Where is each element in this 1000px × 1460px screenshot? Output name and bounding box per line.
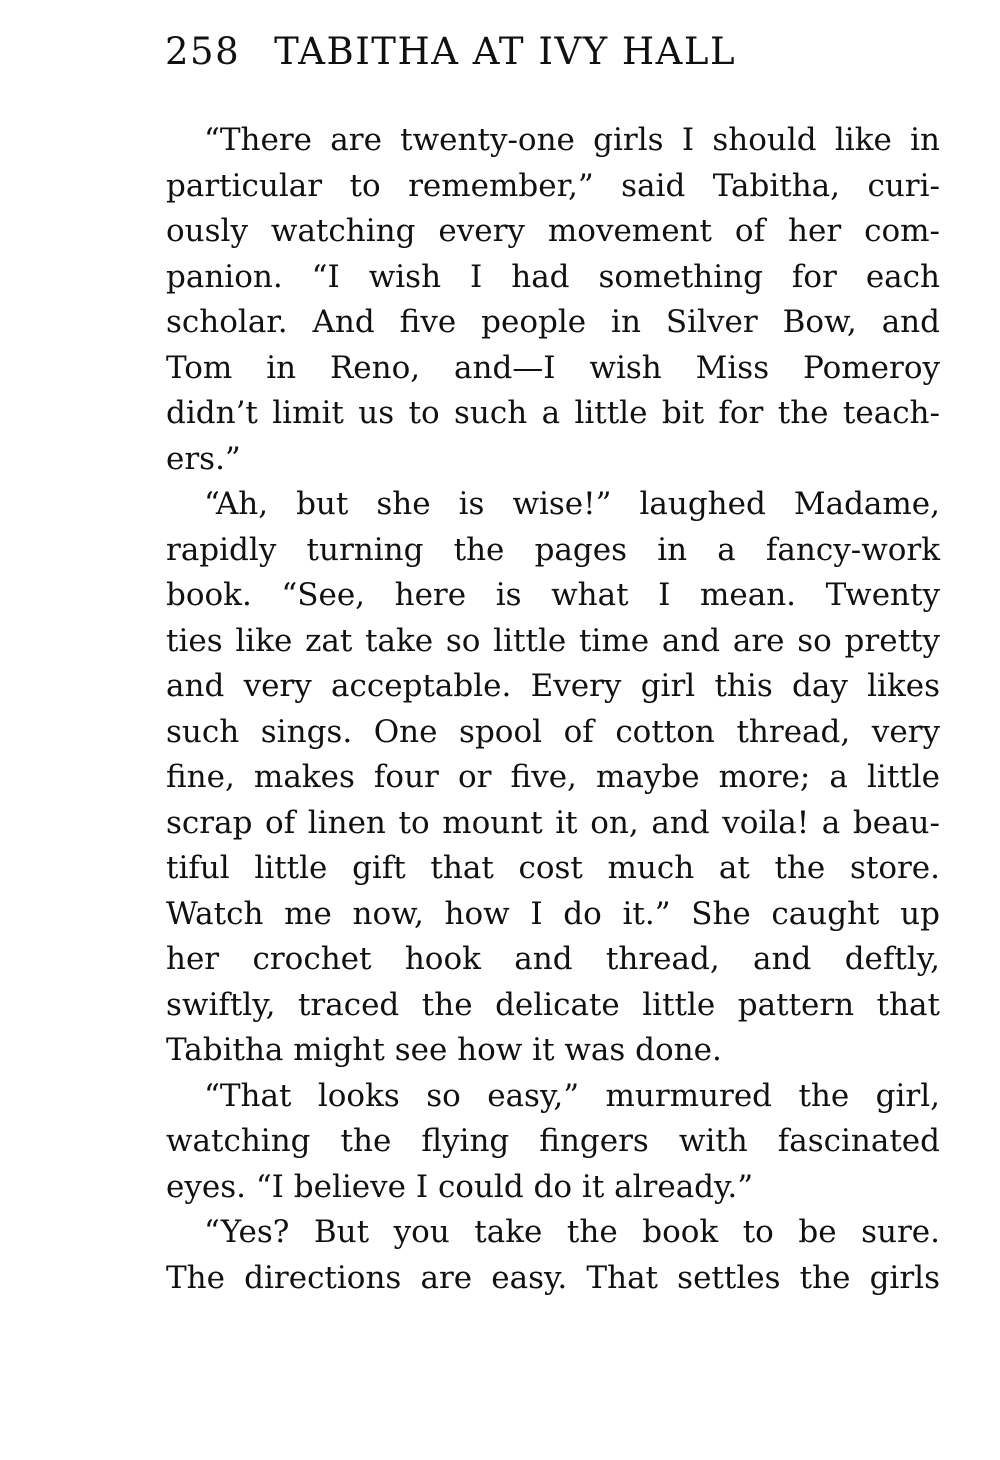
text-line: swiftly, traced the delicate little pattern that <box>166 986 940 1023</box>
text-line: and very acceptable. Every girl this day likes <box>166 668 940 704</box>
text-line: her crochet hook and thread, and deftly, <box>166 941 940 977</box>
running-title: TABITHA AT IVY HALL <box>274 30 737 73</box>
text-line: ties like zat take so little time and are so pretty <box>166 622 940 659</box>
body-text <box>166 118 940 1301</box>
text-line: “Ah, but she is wise!” laughed Madame, <box>204 486 940 522</box>
text-line: “Yes? But you take the book to be sure. <box>204 1214 940 1250</box>
text-line: “There are twenty-one girls I should like in <box>204 122 940 158</box>
text-line: rapidly turning the pages in a fancy-work <box>166 531 940 568</box>
text-line: Tabitha might see how it was done. <box>166 1032 722 1068</box>
text-line: tiful little gift that cost much at the store. <box>166 850 940 886</box>
text-line: ers.” <box>166 440 241 477</box>
text-line: scrap of linen to mount it on, and voila! a beau- <box>166 804 940 841</box>
text-line: eyes. “I believe I could do it already.” <box>166 1168 754 1205</box>
text-line: panion. “I wish I had something for each <box>166 258 940 295</box>
text-line: Tom in Reno, and—I wish Miss Pomeroy <box>166 349 940 386</box>
running-header <box>165 30 945 80</box>
text-line: “That looks so easy,” murmured the girl, <box>204 1077 940 1114</box>
text-line: such sings. One spool of cotton thread, very <box>166 713 940 750</box>
text-line: didn’t limit us to such a little bit for the teach- <box>166 395 940 431</box>
text-line: The directions are easy. That settles the girls <box>166 1259 940 1296</box>
page-number: 258 <box>165 30 241 73</box>
text-line: book. “See, here is what I mean. Twenty <box>166 577 940 613</box>
text-line: watching the flying fingers with fascinated <box>166 1123 940 1159</box>
text-line: particular to remember,” said Tabitha, curi- <box>166 167 940 204</box>
text-line: ously watching every movement of her com- <box>166 213 940 249</box>
text-line: scholar. And five people in Silver Bow, and <box>166 304 940 340</box>
text-line: fine, makes four or five, maybe more; a little <box>166 759 940 795</box>
text-line: Watch me now, how I do it.” She caught up <box>166 895 940 932</box>
